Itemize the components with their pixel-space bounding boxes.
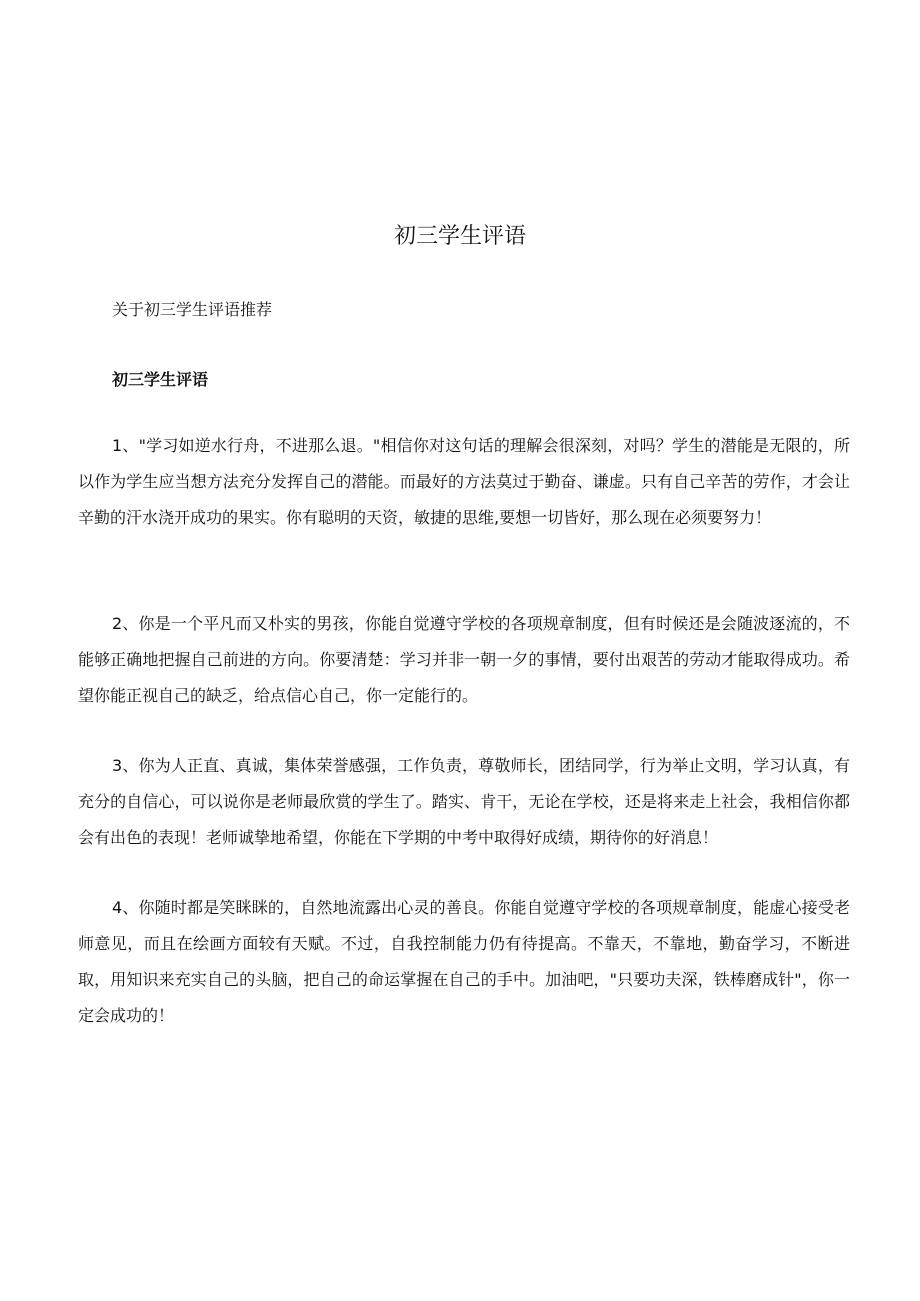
comment-paragraph-2: 2、你是一个平凡而又朴实的男孩，你能自觉遵守学校的各项规章制度，但有时候还是会随波逐流的，不能够正确地把握自己前进的方向。你要清楚：学习并非一朝一夕的事情，要付出艰苦的劳动才能取得成功。希望你能正视自己的缺乏，给点信心自己，你一定能行的。 — [78, 614, 850, 705]
comment-paragraph-3: 3、你为人正直、真诚，集体荣誉感强，工作负责，尊敬师长，团结同学，行为举止文明，学习认真，有充分的自信心，可以说你是老师最欣赏的学生了。踏实、肯干，无论在学校，还是将来走上社会，我相信你都会有出色的表现！老师诚挚地希望，你能在下学期的中考中取得好成绩，期待你的好消息！ — [78, 756, 850, 847]
comment-paragraph-4: 4、你随时都是笑眯眯的，自然地流露出心灵的善良。你能自觉遵守学校的各项规章制度，能虚心接受老师意见，而且在绘画方面较有天赋。不过，自我控制能力仍有待提高。不靠天，不靠地，勤奋学习，不断进取，用知识来充实自己的头脑，把自己的命运掌握在自己的手中。加油吧，"只要功夫深，铁棒磨成针"，你一定会成功的！ — [78, 898, 850, 1025]
comment-paragraph-1: 1、"学习如逆水行舟，不进那么退。"相信你对这句话的理解会很深刻，对吗？学生的潜能是无限的，所以作为学生应当想方法充分发挥自己的潜能。而最好的方法莫过于勤奋、谦虚。只有自己辛苦的劳作，才会让辛勤的汗水浇开成功的果实。你有聪明的天资，敏捷的思维,要想一切皆好，那么现在必须要努力！ — [78, 436, 850, 527]
section-heading: 初三学生评语 — [112, 370, 209, 389]
document-title: 初三学生评语 — [393, 224, 526, 249]
document-subtitle: 关于初三学生评语推荐 — [112, 300, 273, 319]
